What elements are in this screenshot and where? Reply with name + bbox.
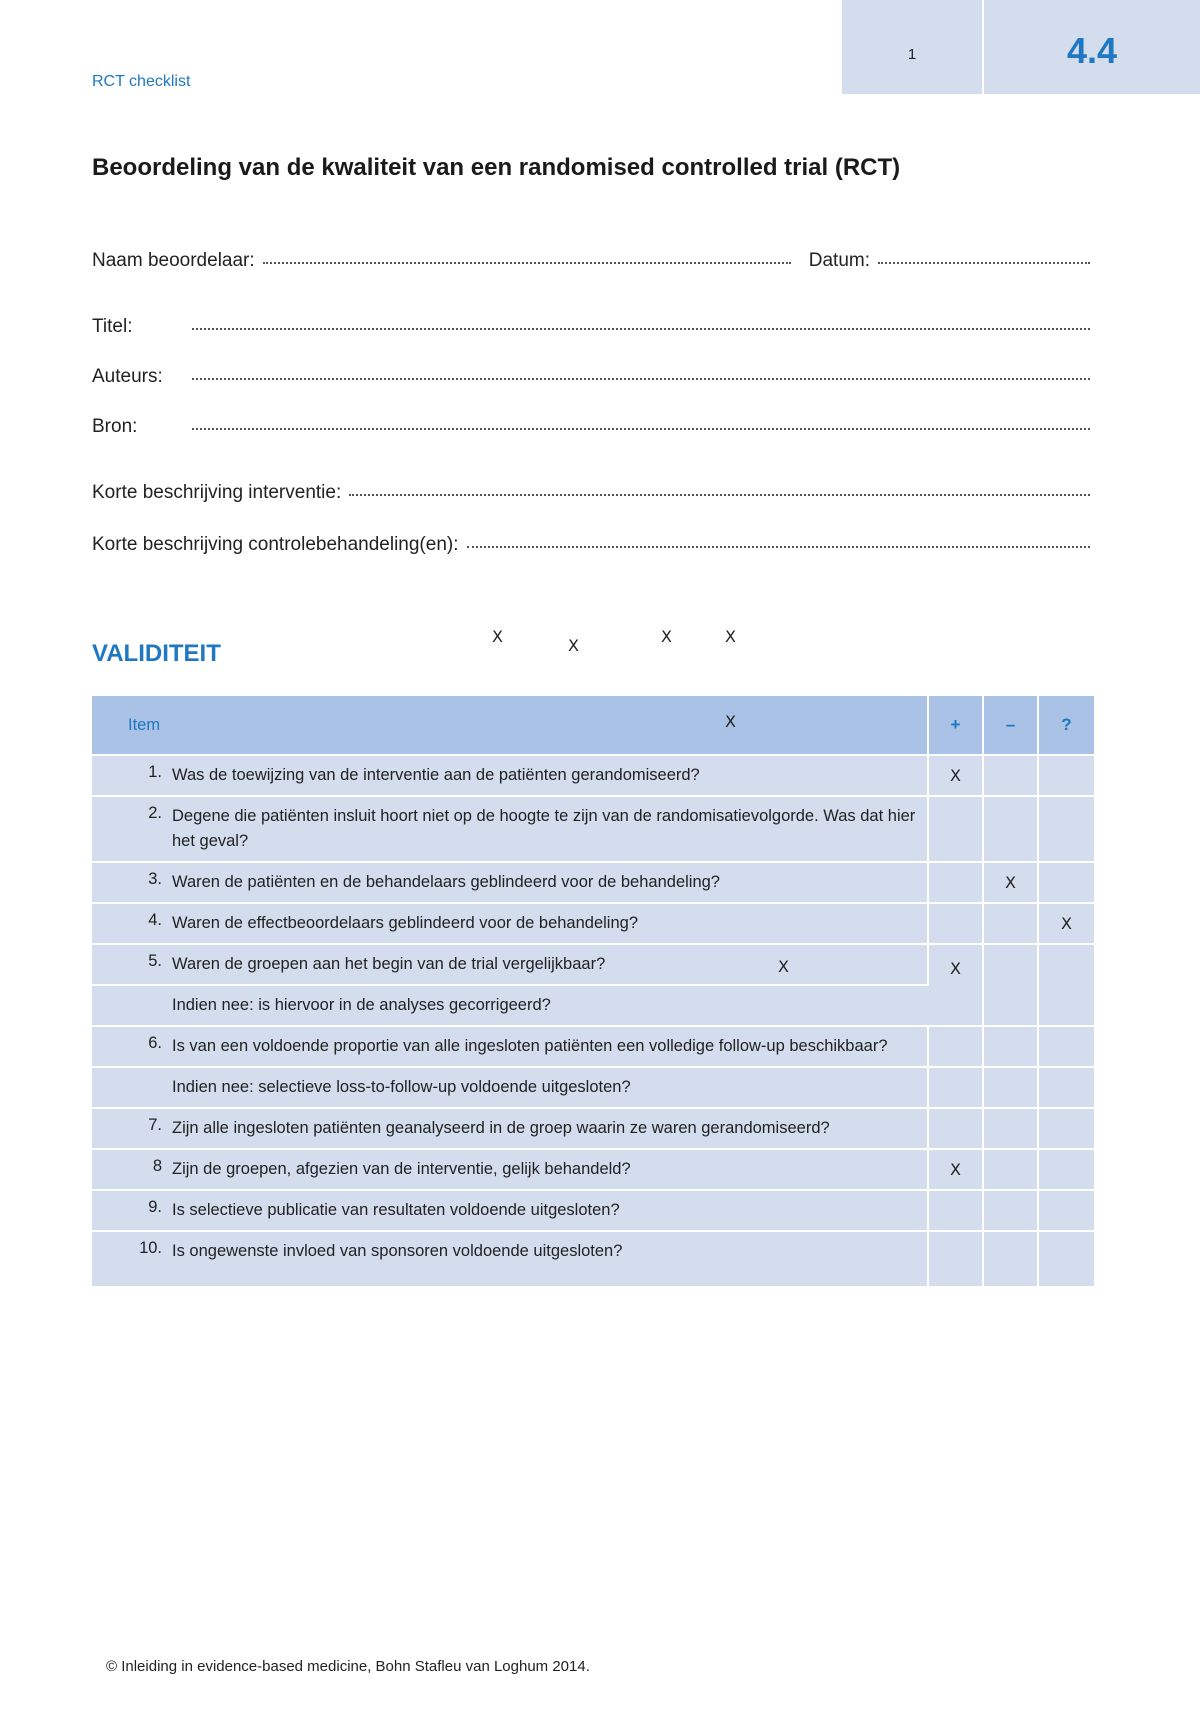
minus-cell[interactable] — [983, 796, 1038, 862]
question-text: Was de toewijzing van de interventie aan de patiënten gerandomiseerd? — [172, 766, 700, 784]
copyright-footer: © Inleiding in evidence-based medicine, Bohn Stafleu van Loghum 2014. — [106, 1658, 590, 1675]
minus-cell[interactable] — [983, 1067, 1038, 1108]
question-number: 6. — [148, 1034, 162, 1052]
unknown-cell[interactable] — [1038, 1190, 1094, 1231]
table-row — [92, 862, 1094, 903]
interventie-field[interactable] — [349, 494, 1090, 496]
plus-cell[interactable]: X — [928, 1149, 983, 1190]
question-number: 7. — [148, 1116, 162, 1134]
auteurs-field[interactable] — [192, 378, 1090, 380]
form-row-titel — [92, 316, 1090, 338]
plus-header: + — [928, 696, 983, 755]
plus-cell[interactable] — [928, 862, 983, 903]
question-text: Waren de groepen aan het begin van de trial vergelijkbaar? — [172, 955, 606, 973]
datum-field[interactable] — [878, 262, 1090, 264]
section-title: VALIDITEIT — [92, 640, 221, 667]
question-text: Waren de effectbeoordelaars geblindeerd voor de behandeling? — [172, 914, 639, 932]
unknown-cell[interactable] — [1038, 1067, 1094, 1108]
table-row — [92, 1108, 1094, 1149]
stray-mark: X — [661, 627, 672, 646]
plus-cell[interactable] — [928, 1026, 983, 1067]
question-number: 9. — [148, 1198, 162, 1216]
table-row — [92, 1149, 1094, 1190]
page-title: Beoordeling van de kwaliteit van een randomised controlled trial (RCT) — [92, 154, 901, 181]
minus-cell[interactable]: X — [983, 862, 1038, 903]
minus-header: – — [983, 696, 1038, 755]
question-number: 8 — [152, 1157, 162, 1175]
unknown-cell[interactable] — [1038, 755, 1094, 796]
question-text: Degene die patiënten insluit hoort niet op de hoogte te zijn van de randomisatievolgorde. Was dat hier het geval? — [172, 807, 916, 850]
unknown-cell[interactable] — [1038, 1149, 1094, 1190]
plus-cell[interactable]: X — [928, 755, 983, 796]
naam-field[interactable] — [263, 262, 791, 264]
plus-cell[interactable] — [928, 903, 983, 944]
form-row-bron — [92, 416, 1090, 438]
unknown-cell[interactable]: X — [1038, 903, 1094, 944]
minus-cell[interactable] — [983, 903, 1038, 944]
unknown-cell[interactable] — [1038, 1231, 1094, 1286]
question-text: Zijn de groepen, afgezien van de interventie, gelijk behandeld? — [172, 1160, 631, 1178]
controle-label: Korte beschrijving controlebehandeling(en): — [92, 534, 459, 555]
unknown-cell[interactable] — [1038, 796, 1094, 862]
stray-mark: X — [492, 627, 503, 646]
validiteit-table — [92, 696, 1094, 1286]
plus-cell[interactable] — [928, 1190, 983, 1231]
table-row — [92, 1026, 1094, 1067]
item-header: Item — [92, 696, 928, 755]
form-row-auteurs — [92, 366, 1090, 388]
titel-field[interactable] — [192, 328, 1090, 330]
unknown-header: ? — [1038, 696, 1094, 755]
interventie-label: Korte beschrijving interventie: — [92, 482, 342, 503]
bron-field[interactable] — [192, 428, 1090, 430]
question-subtext: Indien nee: is hiervoor in de analyses gecorrigeerd? — [172, 996, 551, 1014]
unknown-cell[interactable] — [1038, 1026, 1094, 1067]
document-label: RCT checklist — [92, 73, 191, 90]
minus-cell[interactable] — [983, 1231, 1038, 1286]
auteurs-label: Auteurs: — [92, 366, 163, 387]
unknown-cell[interactable] — [1038, 862, 1094, 903]
naam-label: Naam beoordelaar: — [92, 250, 255, 271]
plus-cell[interactable] — [928, 1108, 983, 1149]
table-subrow — [92, 1067, 1094, 1108]
table-header-row — [92, 696, 1094, 755]
question-number: 2. — [148, 804, 162, 822]
table-row — [92, 796, 1094, 862]
minus-cell[interactable] — [983, 1026, 1038, 1067]
minus-cell[interactable] — [983, 1149, 1038, 1190]
bron-label: Bron: — [92, 416, 138, 437]
plus-cell[interactable] — [928, 1231, 983, 1286]
question-number: 5. — [148, 952, 162, 970]
plus-cell[interactable] — [928, 796, 983, 862]
stray-mark: X — [725, 712, 736, 731]
table-row — [92, 755, 1094, 796]
question-number: 4. — [148, 911, 162, 929]
plus-cell[interactable] — [928, 1067, 983, 1108]
plus-cell[interactable]: X — [928, 944, 983, 1026]
question-number: 3. — [148, 870, 162, 888]
section-number: 4.4 — [1066, 30, 1118, 71]
datum-label: Datum: — [808, 250, 870, 271]
table-row — [92, 944, 1094, 985]
minus-cell[interactable] — [983, 1190, 1038, 1231]
form-row-controle — [92, 534, 1090, 556]
question-text: Waren de patiënten en de behandelaars geblindeerd voor de behandeling? — [172, 873, 720, 891]
question-text: Is ongewenste invloed van sponsoren voldoende uitgesloten? — [172, 1242, 623, 1260]
minus-cell[interactable] — [983, 755, 1038, 796]
form-row-interventie — [92, 482, 1090, 504]
stray-mark: X — [778, 957, 789, 976]
stray-mark: X — [568, 636, 579, 655]
question-text: Is van een voldoende proportie van alle ingesloten patiënten een volledige follow-up beschikbaar? — [172, 1037, 888, 1055]
question-text: Is selectieve publicatie van resultaten voldoende uitgesloten? — [172, 1201, 620, 1219]
question-text: Zijn alle ingesloten patiënten geanalyseerd in de groep waarin ze waren gerandomiseerd? — [172, 1119, 830, 1137]
unknown-cell[interactable] — [1038, 944, 1094, 1026]
question-number: 1. — [148, 763, 162, 781]
minus-cell[interactable] — [983, 944, 1038, 1026]
minus-cell[interactable] — [983, 1108, 1038, 1149]
controle-field[interactable] — [467, 546, 1090, 548]
form-row-naam — [92, 250, 1090, 272]
question-number: 10. — [139, 1239, 162, 1257]
unknown-cell[interactable] — [1038, 1108, 1094, 1149]
stray-mark: X — [725, 627, 736, 646]
titel-label: Titel: — [92, 316, 133, 337]
table-row — [92, 1231, 1094, 1286]
table-row — [92, 1190, 1094, 1231]
table-row — [92, 903, 1094, 944]
question-subtext: Indien nee: selectieve loss-to-follow-up voldoende uitgesloten? — [172, 1078, 631, 1096]
page-number: 1 — [907, 46, 917, 63]
